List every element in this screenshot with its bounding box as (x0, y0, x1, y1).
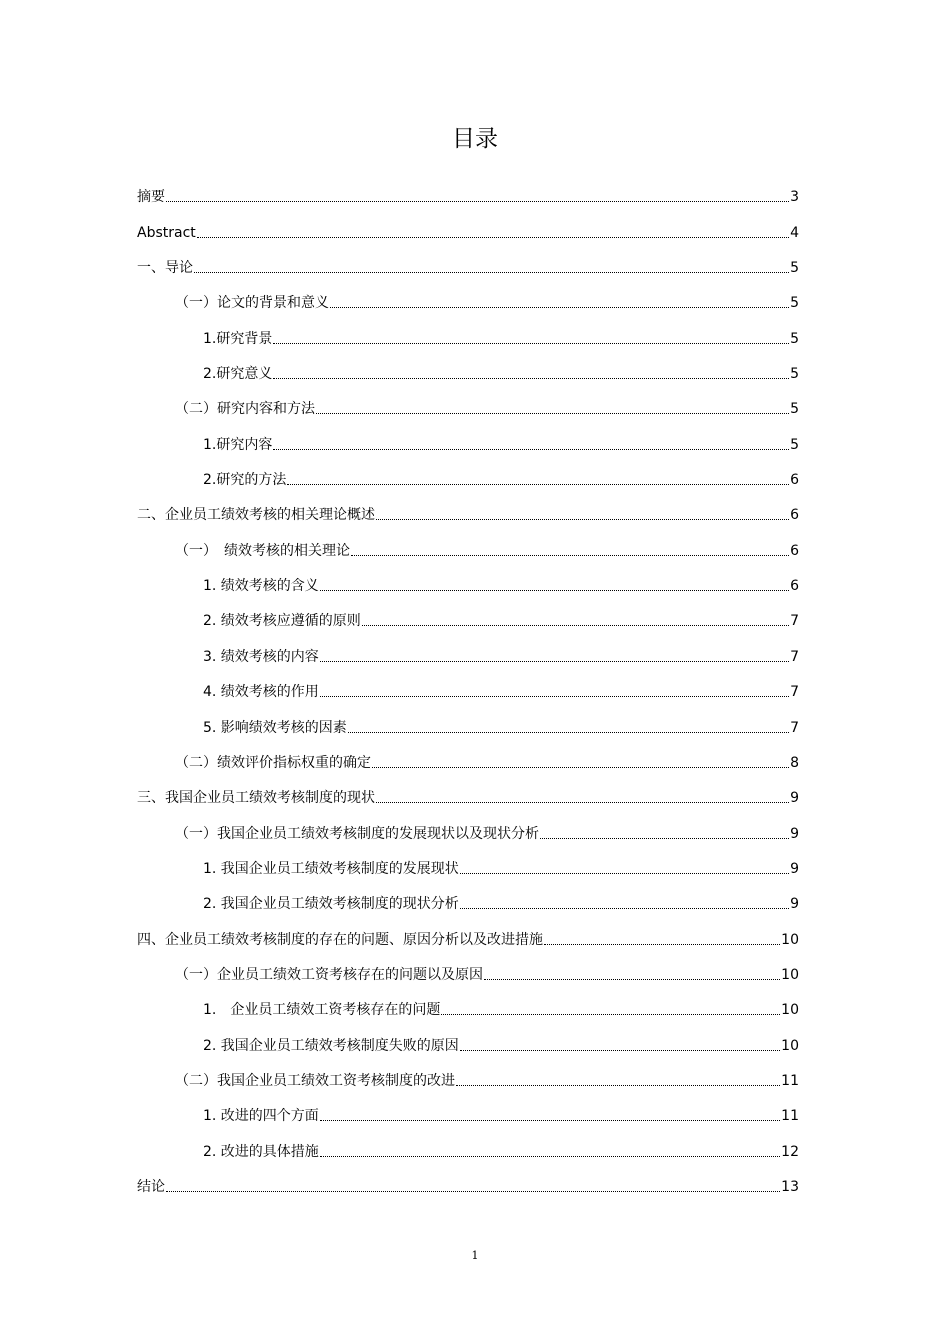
toc-dot-leader (273, 448, 789, 450)
toc-dot-leader (460, 1049, 780, 1051)
toc-entry-text: （一）论文的背景和意义 (175, 295, 329, 312)
toc-entry[interactable] (137, 172, 799, 207)
toc-entry-page: 9 (790, 825, 799, 842)
toc-entry-page: 7 (790, 719, 799, 736)
toc-entry[interactable] (137, 419, 799, 454)
toc-dot-leader (362, 624, 789, 626)
toc-entry-page: 8 (790, 754, 799, 771)
toc-entry-text: 1. 改进的四个方面 (203, 1108, 319, 1125)
toc-entry[interactable] (137, 667, 799, 702)
toc-dot-leader (273, 342, 789, 344)
toc-entry[interactable] (137, 773, 799, 808)
toc-entry[interactable] (137, 384, 799, 419)
toc-entry[interactable] (137, 631, 799, 666)
toc-entry-page: 5 (790, 401, 799, 418)
toc-dot-leader (330, 306, 789, 308)
toc-entry-page: 9 (790, 896, 799, 913)
toc-entry-text: （一）我国企业员工绩效考核制度的发展现状以及现状分析 (175, 825, 539, 842)
toc-entry-text: 四、企业员工绩效考核制度的存在的问题、原因分析以及改进措施 (137, 931, 543, 948)
toc-entry[interactable] (137, 1020, 799, 1055)
toc-list (137, 172, 799, 1197)
toc-entry-page: 11 (781, 1072, 799, 1089)
toc-entry[interactable] (137, 278, 799, 313)
toc-entry[interactable] (137, 490, 799, 525)
toc-entry[interactable] (137, 879, 799, 914)
toc-entry-page: 5 (790, 330, 799, 347)
toc-entry-page: 11 (781, 1108, 799, 1125)
toc-entry-page: 4 (790, 224, 799, 241)
toc-entry[interactable] (137, 243, 799, 278)
toc-dot-leader (316, 412, 789, 414)
toc-entry[interactable] (137, 985, 799, 1020)
toc-dot-leader (320, 695, 789, 697)
toc-entry[interactable] (137, 1162, 799, 1197)
toc-entry[interactable] (137, 561, 799, 596)
toc-entry[interactable] (137, 738, 799, 773)
toc-entry-text: （一） 绩效考核的相关理论 (175, 542, 350, 559)
toc-dot-leader (348, 731, 789, 733)
toc-entry-text: 摘要 (137, 189, 165, 206)
toc-entry-text: （一）企业员工绩效工资考核存在的问题以及原因 (175, 966, 483, 983)
toc-entry[interactable] (137, 596, 799, 631)
toc-entry[interactable] (137, 950, 799, 985)
toc-dot-leader (484, 978, 780, 980)
toc-entry-text: （二）研究内容和方法 (175, 401, 315, 418)
toc-entry-text: 1. 我国企业员工绩效考核制度的发展现状 (203, 860, 459, 877)
toc-dot-leader (441, 1013, 780, 1015)
toc-dot-leader (460, 872, 789, 874)
toc-entry-page: 5 (790, 366, 799, 383)
toc-dot-leader (194, 271, 789, 273)
toc-entry[interactable] (137, 207, 799, 242)
toc-entry-page: 5 (790, 436, 799, 453)
toc-entry-text: 2. 绩效考核应遵循的原则 (203, 613, 361, 630)
toc-dot-leader (376, 801, 789, 803)
toc-entry-text: 1.研究背景 (203, 330, 273, 347)
toc-entry-text: 1. 绩效考核的含义 (203, 578, 319, 595)
toc-entry[interactable] (137, 349, 799, 384)
toc-dot-leader (320, 589, 789, 591)
toc-entry[interactable] (137, 1126, 799, 1161)
toc-entry-page: 7 (790, 613, 799, 630)
toc-dot-leader (166, 1190, 780, 1192)
toc-dot-leader (544, 943, 780, 945)
toc-entry-text: 3. 绩效考核的内容 (203, 648, 319, 665)
toc-entry[interactable] (137, 1056, 799, 1091)
toc-entry-page: 10 (781, 931, 799, 948)
toc-entry-page: 9 (790, 860, 799, 877)
toc-entry-text: 2. 我国企业员工绩效考核制度的现状分析 (203, 896, 459, 913)
toc-entry[interactable] (137, 1091, 799, 1126)
toc-entry-text: 2. 改进的具体措施 (203, 1143, 319, 1160)
toc-entry[interactable] (137, 455, 799, 490)
toc-entry-text: （二）绩效评价指标权重的确定 (175, 754, 371, 771)
toc-entry-text: 1. 企业员工绩效工资考核存在的问题 (203, 1002, 441, 1019)
toc-dot-leader (540, 837, 789, 839)
toc-entry[interactable] (137, 525, 799, 560)
toc-entry-page: 7 (790, 648, 799, 665)
toc-entry-page: 6 (790, 578, 799, 595)
toc-entry-text: 1.研究内容 (203, 436, 273, 453)
toc-entry-page: 6 (790, 472, 799, 489)
toc-entry-text: 二、企业员工绩效考核的相关理论概述 (137, 507, 375, 524)
toc-entry-text: （二）我国企业员工绩效工资考核制度的改进 (175, 1072, 455, 1089)
toc-entry-page: 7 (790, 684, 799, 701)
page-number: 1 (471, 1249, 479, 1262)
toc-entry-text: 2.研究的方法 (203, 472, 287, 489)
toc-dot-leader (197, 236, 789, 238)
toc-entry-page: 10 (781, 1002, 799, 1019)
toc-entry[interactable] (137, 313, 799, 348)
toc-dot-leader (456, 1084, 780, 1086)
toc-entry-text: 4. 绩效考核的作用 (203, 684, 319, 701)
toc-entry[interactable] (137, 844, 799, 879)
toc-entry[interactable] (137, 702, 799, 737)
toc-dot-leader (320, 1119, 780, 1121)
toc-entry-page: 10 (781, 966, 799, 983)
toc-entry-text: 5. 影响绩效考核的因素 (203, 719, 347, 736)
toc-entry-text: 三、我国企业员工绩效考核制度的现状 (137, 790, 375, 807)
toc-dot-leader (273, 377, 789, 379)
toc-entry-page: 6 (790, 542, 799, 559)
toc-entry[interactable] (137, 808, 799, 843)
toc-entry-page: 5 (790, 260, 799, 277)
toc-entry-page: 3 (790, 189, 799, 206)
toc-entry-page: 5 (790, 295, 799, 312)
toc-entry-text: 2. 我国企业员工绩效考核制度失败的原因 (203, 1037, 459, 1054)
toc-dot-leader (320, 660, 789, 662)
toc-dot-leader (166, 200, 789, 202)
toc-entry-page: 6 (790, 507, 799, 524)
toc-entry[interactable] (137, 914, 799, 949)
toc-entry-text: 2.研究意义 (203, 366, 273, 383)
toc-entry-page: 13 (781, 1178, 799, 1195)
toc-dot-leader (351, 554, 789, 556)
toc-entry-text: 一、导论 (137, 260, 193, 277)
toc-title: 目录 (452, 126, 498, 152)
toc-dot-leader (320, 1155, 780, 1157)
toc-dot-leader (460, 907, 789, 909)
toc-entry-page: 12 (781, 1143, 799, 1160)
toc-entry-page: 10 (781, 1037, 799, 1054)
toc-dot-leader (372, 766, 789, 768)
toc-entry-page: 9 (790, 790, 799, 807)
toc-entry-text: 结论 (137, 1178, 165, 1195)
toc-entry-text: Abstract (137, 224, 196, 241)
toc-dot-leader (287, 483, 789, 485)
toc-dot-leader (376, 518, 789, 520)
